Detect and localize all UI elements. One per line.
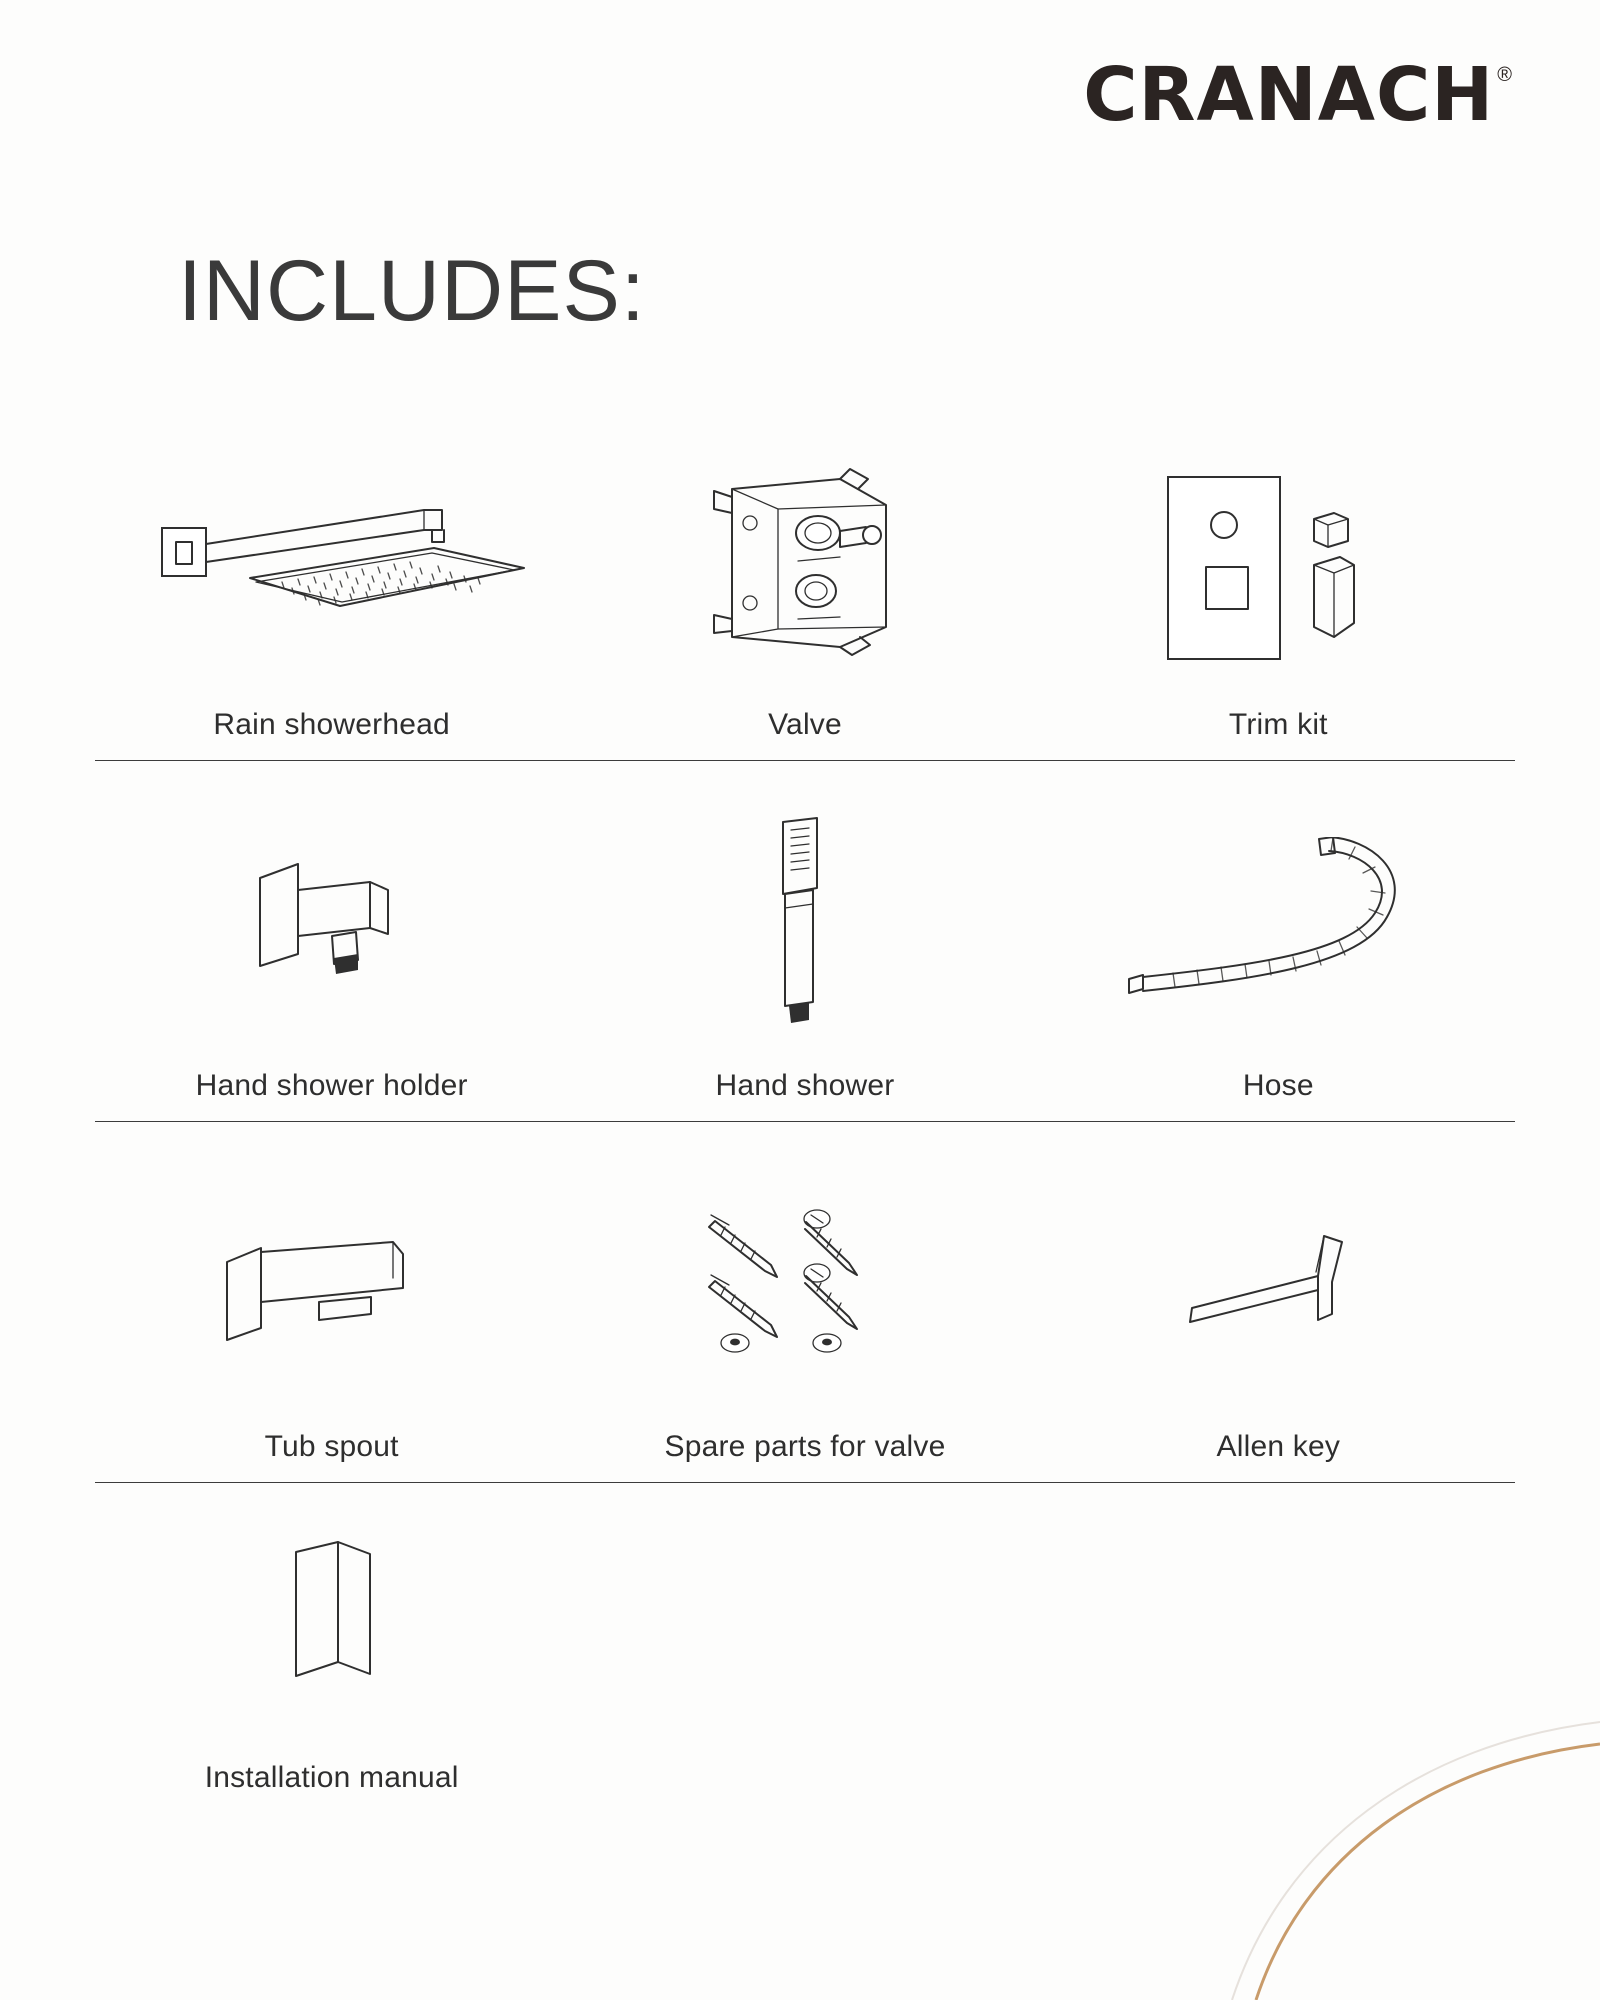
- item-trim-kit: [1042, 430, 1515, 760]
- item-label: Trim kit: [1228, 708, 1328, 741]
- item-rain-showerhead: [95, 430, 568, 760]
- item-label: Hand shower holder: [195, 1069, 468, 1102]
- item-label: Spare parts for valve: [664, 1430, 946, 1463]
- includes-row: [95, 761, 1515, 1122]
- includes-row: [95, 1122, 1515, 1483]
- brand-logo: [1083, 52, 1512, 138]
- item-valve: [568, 430, 1041, 760]
- item-label: Hose: [1242, 1069, 1314, 1102]
- item-label: Hand shower: [715, 1069, 895, 1102]
- item-label: Rain showerhead: [213, 708, 450, 741]
- item-label: Installation manual: [204, 1761, 459, 1794]
- item-hand-shower-holder: [95, 761, 568, 1121]
- tub-spout-icon: [95, 1172, 568, 1404]
- item-installation-manual: [95, 1483, 568, 1813]
- item-hose: [1042, 761, 1515, 1121]
- manual-booklet-icon: [95, 1503, 568, 1735]
- rain-showerhead-icon: [95, 450, 568, 682]
- brand-name: CRANACH: [1083, 52, 1495, 138]
- page-title: INCLUDES:: [178, 243, 646, 339]
- includes-row: [95, 1483, 1515, 1813]
- hand-shower-holder-icon: [95, 811, 568, 1043]
- allen-key-icon: [1042, 1172, 1515, 1404]
- screws-anchors-icon: [568, 1172, 1041, 1404]
- item-hand-shower: [568, 761, 1041, 1121]
- empty-cell: [568, 1483, 1041, 1813]
- includes-row: [95, 430, 1515, 761]
- trim-kit-icon: [1042, 450, 1515, 682]
- item-label: Valve: [768, 708, 842, 741]
- registered-mark: ®: [1497, 64, 1512, 86]
- item-allen-key: [1042, 1122, 1515, 1482]
- valve-icon: [568, 450, 1041, 682]
- item-label: Allen key: [1216, 1430, 1341, 1463]
- item-label: Tub spout: [264, 1430, 399, 1463]
- hose-icon: [1042, 811, 1515, 1043]
- includes-grid: [95, 430, 1515, 1813]
- item-tub-spout: [95, 1122, 568, 1482]
- empty-cell: [1042, 1483, 1515, 1813]
- hand-shower-icon: [568, 811, 1041, 1043]
- item-spare-parts: [568, 1122, 1041, 1482]
